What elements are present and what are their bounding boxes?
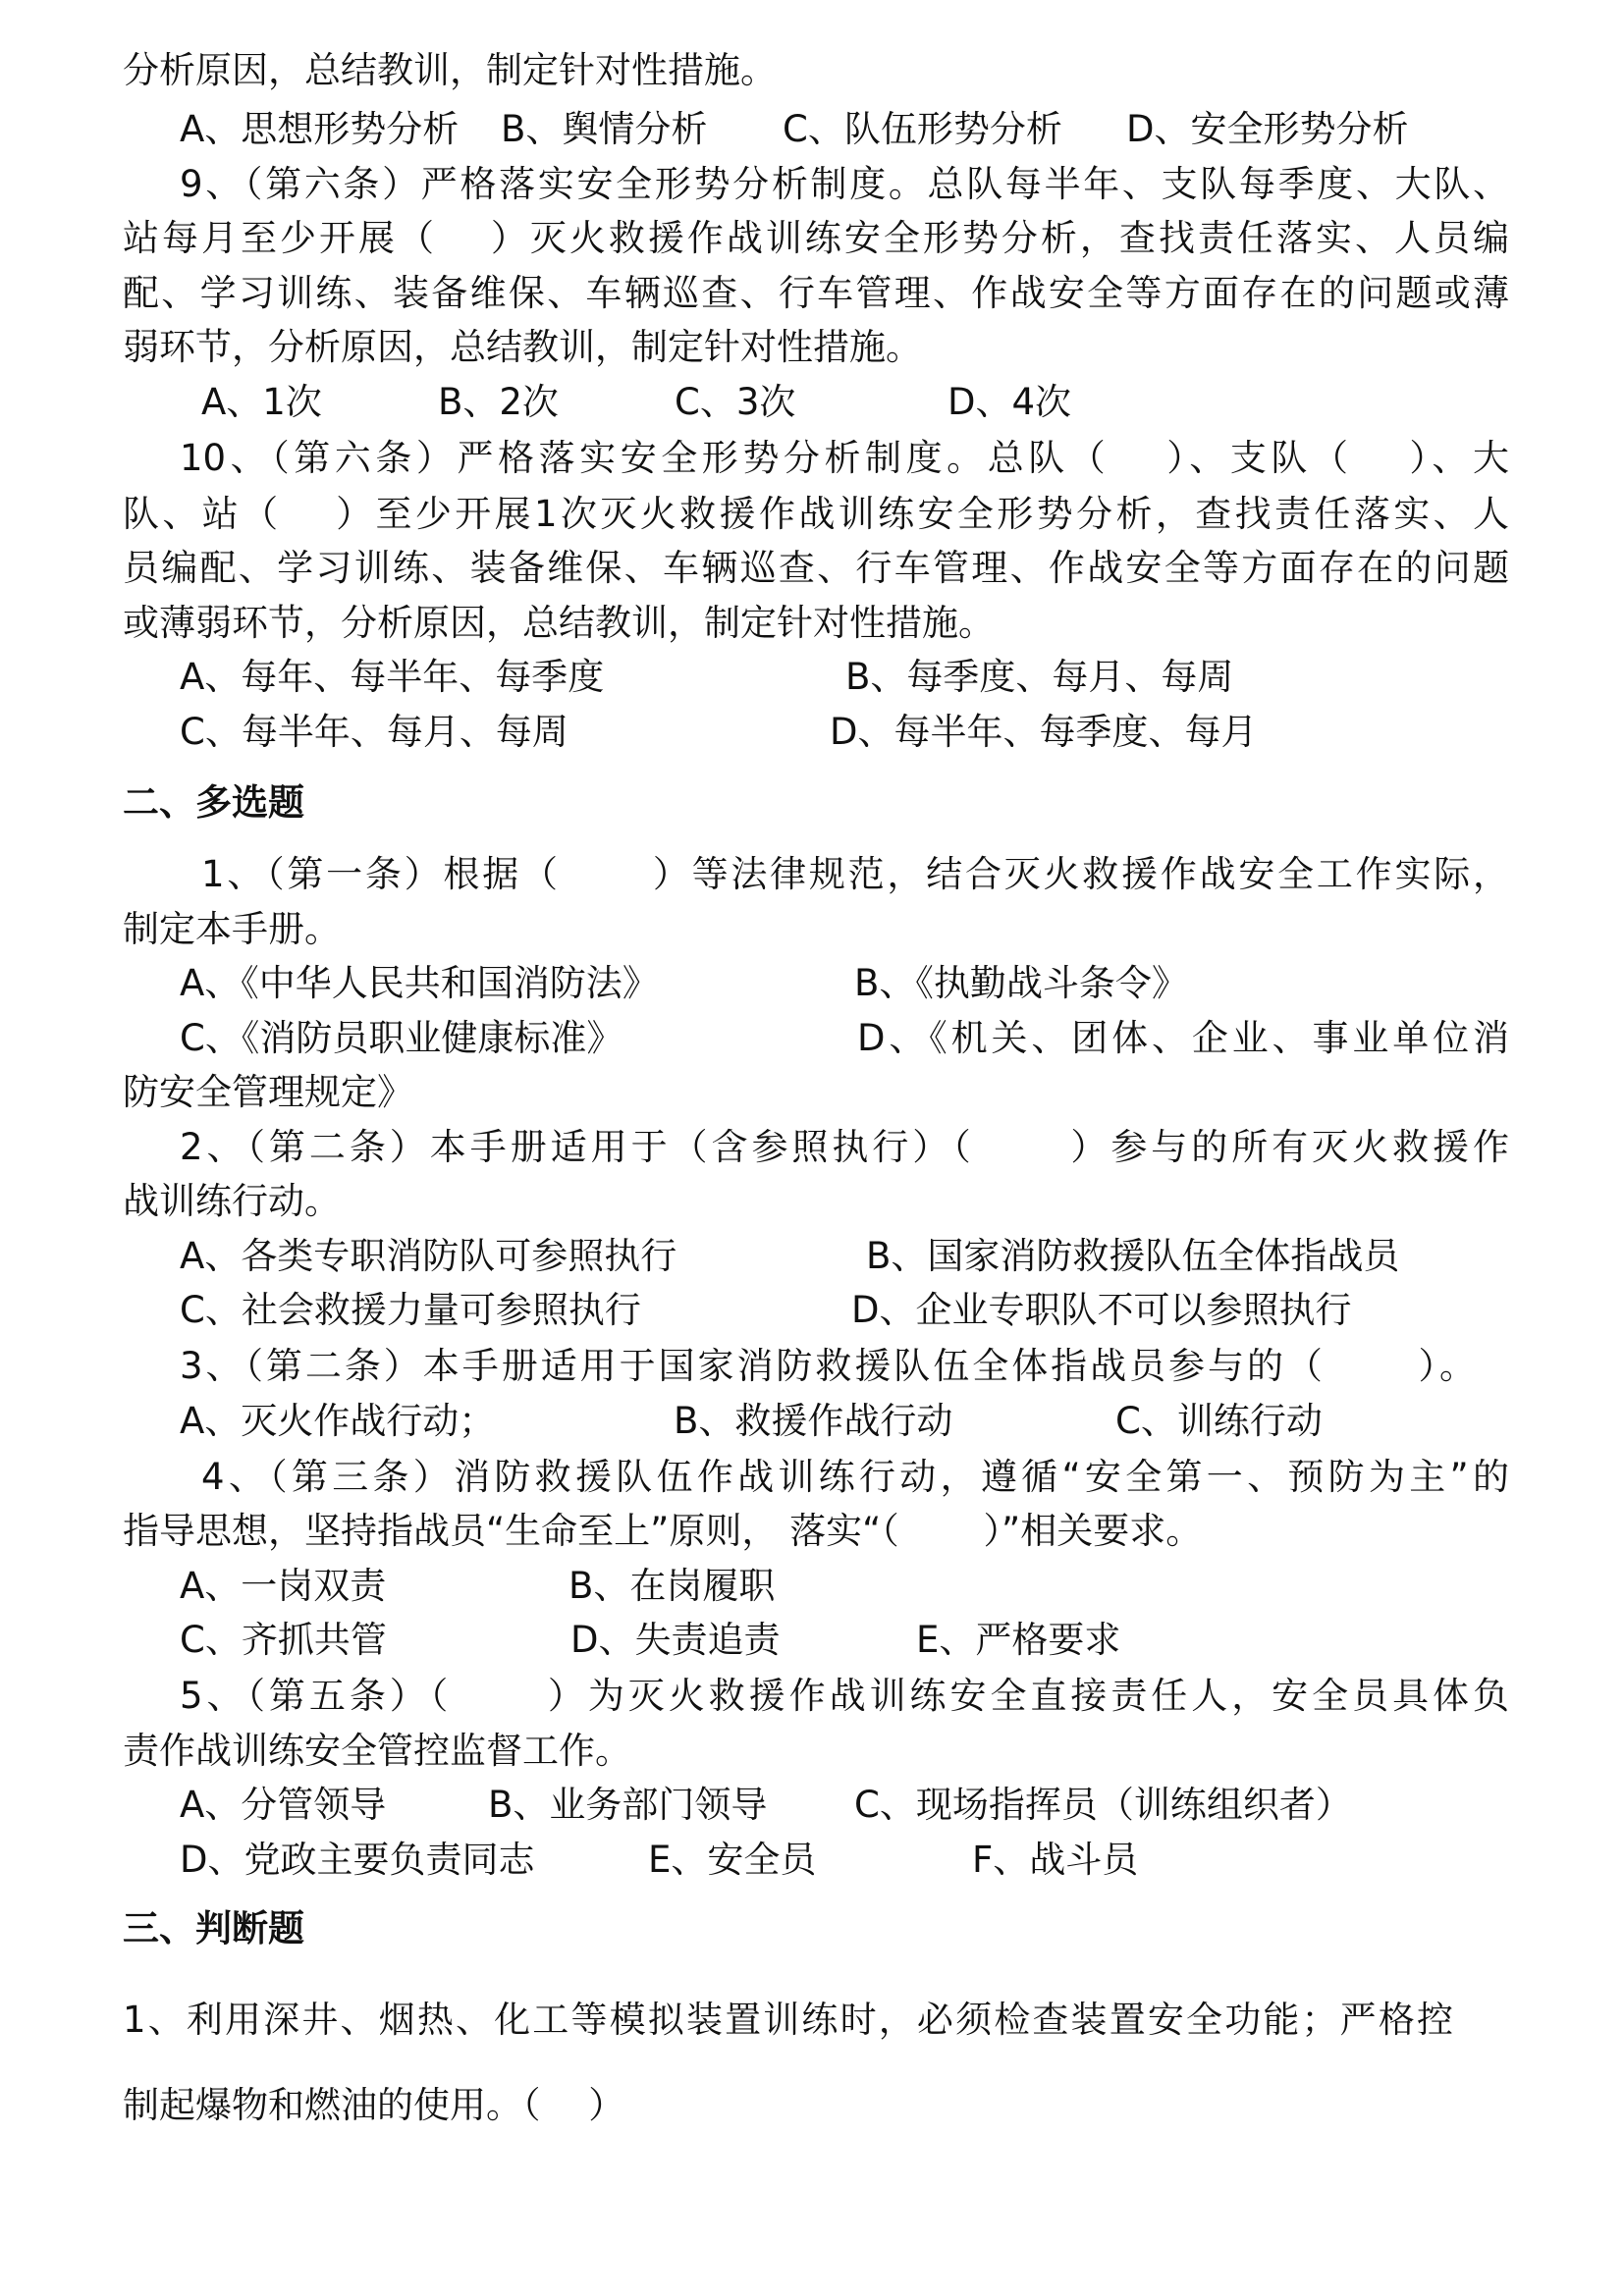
question-text: 配、学习训练、装备维保、车辆巡查、行车管理、作战安全等方面存在的问题或薄 bbox=[123, 272, 1509, 314]
section-heading: 二、多选题 bbox=[123, 781, 304, 824]
option: D、党政主要负责同志 bbox=[180, 1839, 535, 1881]
option: C、社会救援力量可参照执行 bbox=[180, 1289, 641, 1331]
option: B、在岗履职 bbox=[568, 1565, 776, 1607]
option: A、每年、每半年、每季度 bbox=[180, 656, 605, 698]
option: D、失责追责 bbox=[570, 1619, 781, 1661]
question-text: 制起爆物和燃油的使用。（ ） bbox=[123, 2084, 625, 2126]
question-text: 分析原因，总结教训，制定针对性措施。 bbox=[123, 49, 777, 91]
option: A、灭火作战行动； bbox=[180, 1400, 496, 1442]
question-text: 责作战训练安全管控监督工作。 bbox=[123, 1730, 631, 1772]
question-text: 制定本手册。 bbox=[123, 908, 341, 950]
question-text: 4、（第三条）消防救援队伍作战训练行动，遵循“安全第一、预防为主”的 bbox=[201, 1456, 1509, 1498]
question-text: 1、利用深井、烟热、化工等模拟装置训练时，必须检查装置安全功能；严格控 bbox=[123, 1999, 1453, 2041]
option: A、思想形势分析 bbox=[180, 108, 460, 150]
option: E、严格要求 bbox=[916, 1619, 1121, 1661]
question-text: 员编配、学习训练、装备维保、车辆巡查、行车管理、作战安全等方面存在的问题 bbox=[123, 547, 1509, 589]
option: B、国家消防救援队伍全体指战员 bbox=[866, 1235, 1400, 1277]
option: 防安全管理规定》 bbox=[123, 1071, 413, 1113]
option: C、齐抓共管 bbox=[180, 1619, 387, 1661]
question-text: 弱环节，分析原因，总结教训，制定针对性措施。 bbox=[123, 326, 922, 368]
option: F、战斗员 bbox=[972, 1839, 1139, 1881]
option: B、救援作战行动 bbox=[674, 1400, 953, 1442]
section-heading: 三、判断题 bbox=[123, 1907, 304, 1949]
question-text: 9、（第六条）严格落实安全形势分析制度。总队每半年、支队每季度、大队、 bbox=[180, 163, 1509, 205]
option: A、各类专职消防队可参照执行 bbox=[180, 1235, 677, 1277]
option: C、队伍形势分析 bbox=[783, 108, 1062, 150]
option: D、企业专职队不可以参照执行 bbox=[851, 1289, 1352, 1331]
option: C、训练行动 bbox=[1115, 1400, 1323, 1442]
option: D、每半年、每季度、每月 bbox=[830, 711, 1258, 753]
option: B、2次 bbox=[438, 381, 559, 423]
question-text: 1、（第一条）根据（ ）等法律规范，结合灭火救援作战安全工作实际， bbox=[201, 853, 1509, 895]
question-text: 站每月至少开展（ ）灭火救援作战训练安全形势分析，查找责任落实、人员编 bbox=[123, 217, 1509, 259]
option: C、现场指挥员（训练组织者） bbox=[854, 1784, 1352, 1826]
question-text: 战训练行动。 bbox=[123, 1180, 341, 1222]
question-text: 指导思想，坚持指战员“生命至上”原则， 落实“（ ）”相关要求。 bbox=[123, 1510, 1203, 1552]
option: C、《消防员职业健康标准》 bbox=[180, 1017, 623, 1059]
option: A、分管领导 bbox=[180, 1784, 387, 1826]
question-text: 2、（第二条）本手册适用于（含参照执行）（ ）参与的所有灭火救援作 bbox=[180, 1126, 1509, 1168]
option: D、安全形势分析 bbox=[1126, 108, 1409, 150]
question-text: 10、（第六条）严格落实安全形势分析制度。总队（ ）、支队（ ）、大 bbox=[180, 437, 1509, 479]
question-text: 5、（第五条）（ ）为灭火救援作战训练安全直接责任人，安全员具体负 bbox=[180, 1675, 1509, 1717]
option: A、一岗双责 bbox=[180, 1565, 387, 1607]
option: B、舆情分析 bbox=[501, 108, 708, 150]
question-text: 队、站（ ）至少开展1次灭火救援作战训练安全形势分析，查找责任落实、人 bbox=[123, 493, 1509, 535]
option: A、《中华人民共和国消防法》 bbox=[180, 962, 659, 1004]
question-text: 或薄弱环节，分析原因，总结教训，制定针对性措施。 bbox=[123, 602, 995, 644]
option: D、《机关、团体、企业、事业单位消 bbox=[857, 1017, 1509, 1059]
option: C、3次 bbox=[675, 381, 796, 423]
option: B、业务部门领导 bbox=[488, 1784, 768, 1826]
option: B、每季度、每月、每周 bbox=[845, 656, 1234, 698]
option: D、4次 bbox=[947, 381, 1072, 423]
option: C、每半年、每月、每周 bbox=[180, 711, 568, 753]
option: E、安全员 bbox=[648, 1839, 817, 1881]
option: A、1次 bbox=[201, 381, 322, 423]
question-text: 3、（第二条）本手册适用于国家消防救援队伍全体指战员参与的（ ）。 bbox=[180, 1345, 1476, 1387]
option: B、《执勤战斗条令》 bbox=[854, 962, 1188, 1004]
